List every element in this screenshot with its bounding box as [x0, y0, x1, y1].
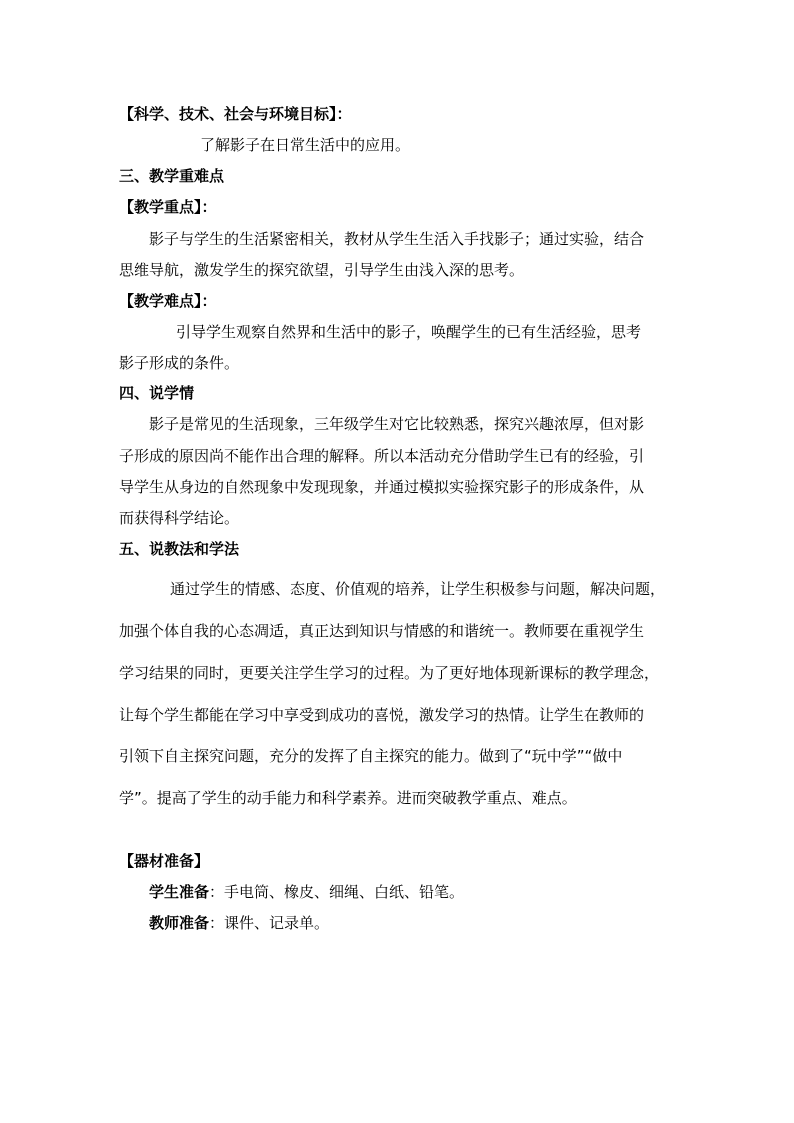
- learner-line-1: 影子是常见的生活现象，三年级学生对它比较熟悉，探究兴趣浓厚，但对影: [149, 415, 645, 433]
- student-label: 学生准备: [149, 883, 210, 901]
- learner-heading: 四、说学情: [119, 384, 195, 402]
- student-materials: [149, 882, 464, 902]
- learner-line-4: 而获得科学结论。: [119, 509, 240, 527]
- teacher-label: 教师准备: [149, 914, 210, 932]
- materials-heading: 【器材准备】: [119, 852, 210, 870]
- sci-goal-text: 了解影子在日常生活中的应用。: [200, 136, 411, 154]
- method-line-1: 通过学生的情感、态度、价值观的培养，让学生积极参与问题，解决问题，: [170, 580, 666, 598]
- method-line-5: 引领下自主探究问题，充分的发挥了自主探究的能力。做到了“玩中学”“做中: [119, 747, 623, 765]
- teacher-materials: [149, 913, 329, 933]
- sci-goal-heading: 【科学、技术、社会与环境目标】：: [119, 105, 352, 123]
- method-line-6: 学”。提高了学生的动手能力和科学素养。进而突破教学重点、难点。: [119, 789, 577, 807]
- learner-line-2: 子形成的原因尚不能作出合理的解释。所以本活动充分借助学生已有的经验，引: [119, 447, 645, 465]
- focus-heading: 【教学重点】：: [119, 198, 217, 216]
- difficulty-heading: 【教学难点】：: [119, 292, 217, 310]
- focus-line-1: 影子与学生的生活紧密相关，教材从学生生活入手找影子；通过实验，结合: [149, 230, 645, 248]
- method-heading: 五、说教法和学法: [119, 540, 240, 558]
- key-points-heading: 三、教学重难点: [119, 167, 225, 185]
- method-line-4: 让每个学生都能在学习中享受到成功的喜悦，激发学习的热情。让学生在教师的: [119, 706, 645, 724]
- focus-line-2: 思维导航，激发学生的探究欲望，引导学生由浅入深的思考。: [119, 261, 525, 279]
- method-line-3: 学习结果的同时，更要关注学生学习的过程。为了更好地体现新课标的教学理念，: [119, 664, 660, 682]
- difficulty-line-1: 引导学生观察自然界和生活中的影子，唤醒学生的已有生活经验，思考: [176, 323, 642, 341]
- learner-line-3: 导学生从身边的自然现象中发现现象，并通过模拟实验探究影子的形成条件，从: [119, 478, 645, 496]
- method-line-2: 加强个体自我的心态凋适，真正达到知识与情感的和谐统一。教师要在重视学生: [119, 622, 645, 640]
- student-text: ：手电筒、橡皮、细绳、白纸、铅笔。: [209, 883, 465, 901]
- difficulty-line-2: 影子形成的条件。: [119, 354, 240, 372]
- teacher-text: ：课件、记录单。: [209, 914, 330, 932]
